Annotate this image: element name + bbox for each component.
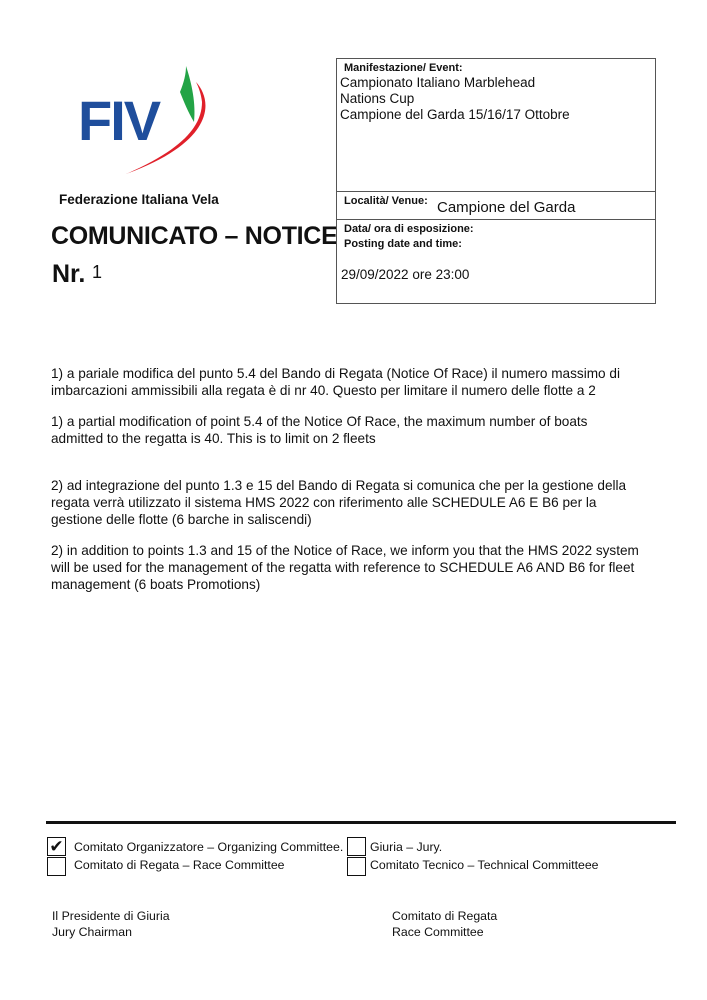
checkbox-jury[interactable] xyxy=(347,837,366,856)
paragraph-2-en xyxy=(51,542,681,593)
logo-green-sail xyxy=(180,66,195,122)
paragraph-1-en xyxy=(51,413,681,447)
signature-line: Il Presidente di Giuria xyxy=(52,909,170,923)
venue-value: Campione del Garda xyxy=(437,199,576,216)
paragraph-line: admitted to the regatta is 40. This is to limit on 2 fleets xyxy=(51,431,376,446)
signature-line: Comitato di Regata xyxy=(392,909,498,923)
fiv-logo xyxy=(74,62,224,177)
paragraph-line: imbarcazioni ammissibili alla regata è di nr 40. Questo per limitare il numero delle flotte a 2 xyxy=(51,383,596,398)
posting-date-label-en: Posting date and time: xyxy=(344,238,462,250)
paragraph-line: management (6 boats Promotions) xyxy=(51,577,261,592)
checkbox-label-race-committee: Comitato di Regata – Race Committee xyxy=(74,858,285,872)
footer-rule xyxy=(46,821,676,824)
checkbox-label-organizing-committee: Comitato Organizzatore – Organizing Committee. xyxy=(74,840,344,854)
event-line: Nations Cup xyxy=(340,91,415,106)
federation-name: Federazione Italiana Vela xyxy=(59,192,219,207)
paragraph-line: 1) a partial modification of point 5.4 of the Notice Of Race, the maximum number of boats xyxy=(51,414,588,429)
paragraph-line: regata verrà utilizzato il sistema HMS 2022 con riferimento alle SCHEDULE A6 E B6 per la xyxy=(51,495,597,510)
paragraph-1-it xyxy=(51,365,681,399)
paragraph-line: 2) ad integrazione del punto 1.3 e 15 del Bando di Regata si comunica che per la gestione della xyxy=(51,478,627,493)
signature-line: Race Committee xyxy=(392,925,484,939)
logo-text: FIV xyxy=(78,89,160,152)
posting-date-value: 29/09/2022 ore 23:00 xyxy=(341,267,470,282)
box-divider xyxy=(337,219,655,220)
paragraph-line: 1) a pariale modifica del punto 5.4 del Bando di Regata (Notice Of Race) il numero massimo di xyxy=(51,366,620,381)
notice-number-value: 1 xyxy=(92,262,103,282)
event-label: Manifestazione/ Event: xyxy=(344,62,463,74)
venue-label: Località/ Venue: xyxy=(344,195,428,207)
event-line: Campionato Italiano Marblehead xyxy=(340,75,536,90)
checkbox-technical-committee[interactable] xyxy=(347,857,366,876)
posting-date-label: Data/ ora di esposizione: xyxy=(344,223,474,235)
checkbox-race-committee[interactable] xyxy=(47,857,66,876)
paragraph-2-it xyxy=(51,477,681,528)
checkbox-label-jury: Giuria – Jury. xyxy=(370,840,443,854)
box-divider xyxy=(337,191,655,192)
notice-number-label: Nr. xyxy=(52,260,86,288)
paragraph-line: will be used for the management of the regatta with reference to SCHEDULE A6 AND B6 for fleet xyxy=(51,560,635,575)
paragraph-line: gestione delle flotte (6 barche in saliscendi) xyxy=(51,512,312,527)
notice-title: COMUNICATO – NOTICE xyxy=(51,222,338,250)
paragraph-line: 2) in addition to points 1.3 and 15 of the Notice of Race, we inform you that the HMS 2022 system xyxy=(51,543,639,558)
event-line: Campione del Garda 15/16/17 Ottobre xyxy=(340,107,570,122)
signature-line: Jury Chairman xyxy=(52,925,132,939)
signature-race-committee xyxy=(392,908,497,940)
checkbox-label-technical-committee: Comitato Tecnico – Technical Committeee xyxy=(370,858,599,872)
checkbox-organizing-committee[interactable]: ✔ xyxy=(47,837,66,856)
signature-jury-chairman xyxy=(52,908,170,940)
